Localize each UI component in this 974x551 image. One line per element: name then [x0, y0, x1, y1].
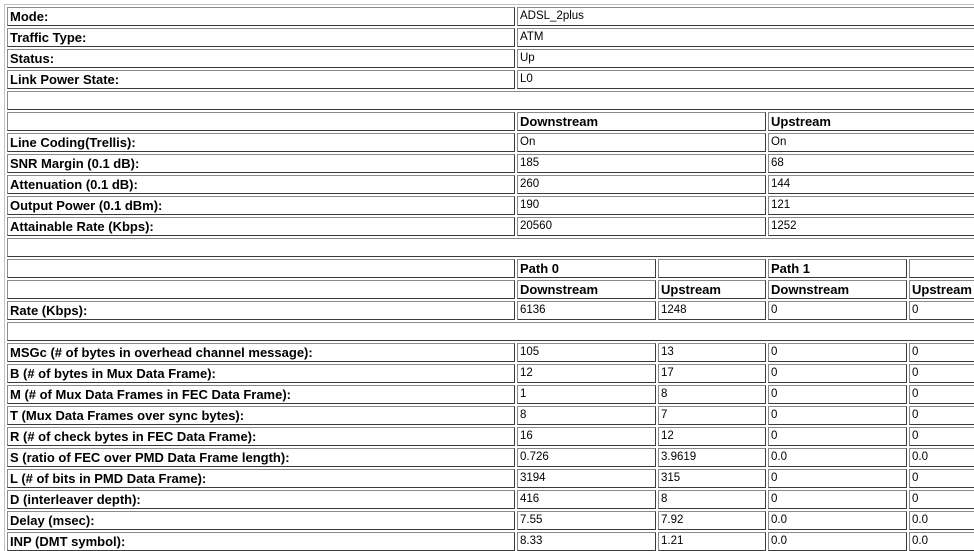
path-stat-value: 0.0: [909, 448, 974, 467]
summary-value: ADSL_2plus: [517, 7, 974, 26]
path-stat-value: 0: [768, 427, 907, 446]
path-stat-row: [7, 448, 974, 467]
path-stat-value: 0: [768, 343, 907, 362]
path-stat-label: S (ratio of FEC over PMD Data Frame length):: [7, 448, 515, 467]
path0-header: Path 0: [517, 259, 656, 278]
path-stat-value: 0: [768, 469, 907, 488]
summary-row: [7, 28, 974, 47]
summary-label: Status:: [7, 49, 515, 68]
spacer-row: [7, 322, 974, 341]
path-subheader: Downstream: [768, 280, 907, 299]
path-subheader: Upstream: [909, 280, 974, 299]
path-stat-value: 0.0: [768, 511, 907, 530]
line-stat-upstream: 144: [768, 175, 974, 194]
line-stat-upstream: 121: [768, 196, 974, 215]
path-stat-label: D (interleaver depth):: [7, 490, 515, 509]
path-stat-value: 1.21: [658, 532, 766, 551]
path-stat-value: 13: [658, 343, 766, 362]
path-stat-value: 7.55: [517, 511, 656, 530]
path-stat-value: 0: [768, 490, 907, 509]
line-stat-downstream: 20560: [517, 217, 766, 236]
line-stats-header-blank: [7, 112, 515, 131]
line-stats-row: [7, 133, 974, 152]
line-stat-downstream: 190: [517, 196, 766, 215]
spacer-cell: [7, 322, 974, 341]
spacer-cell: [7, 238, 974, 257]
summary-row: [7, 70, 974, 89]
line-stats-row: [7, 217, 974, 236]
path-stat-value: 0: [768, 364, 907, 383]
path0-header-blank: [658, 259, 766, 278]
summary-label: Link Power State:: [7, 70, 515, 89]
path-stat-value: 3.9619: [658, 448, 766, 467]
path-stat-label: INP (DMT symbol):: [7, 532, 515, 551]
rate-value: 6136: [517, 301, 656, 320]
line-stats-header-row: [7, 112, 974, 131]
line-stats-row: [7, 196, 974, 215]
path-stat-label: L (# of bits in PMD Data Frame):: [7, 469, 515, 488]
spacer-row: [7, 238, 974, 257]
path-subheader-row: [7, 280, 974, 299]
line-stat-label: Attainable Rate (Kbps):: [7, 217, 515, 236]
line-stat-label: Output Power (0.1 dBm):: [7, 196, 515, 215]
line-stat-downstream: 260: [517, 175, 766, 194]
path-stat-value: 8: [517, 406, 656, 425]
line-stat-label: Attenuation (0.1 dB):: [7, 175, 515, 194]
path-stat-value: 17: [658, 364, 766, 383]
path-stat-row: [7, 490, 974, 509]
path-stat-label: Delay (msec):: [7, 511, 515, 530]
line-stats-row: [7, 175, 974, 194]
path-stat-row: [7, 364, 974, 383]
path1-header: Path 1: [768, 259, 907, 278]
rate-value: 1248: [658, 301, 766, 320]
path-stat-value: 7.92: [658, 511, 766, 530]
path-header-blank: [7, 259, 515, 278]
path-stat-value: 1: [517, 385, 656, 404]
path-stat-row: [7, 427, 974, 446]
rate-label: Rate (Kbps):: [7, 301, 515, 320]
path-stat-value: 8.33: [517, 532, 656, 551]
spacer-cell: [7, 91, 974, 110]
path-stat-value: 0: [909, 364, 974, 383]
path1-header-blank: [909, 259, 974, 278]
path-stat-label: M (# of Mux Data Frames in FEC Data Frame):: [7, 385, 515, 404]
summary-value: Up: [517, 49, 974, 68]
path-stat-row: [7, 532, 974, 551]
path-stat-value: 0: [909, 427, 974, 446]
path-stat-label: B (# of bytes in Mux Data Frame):: [7, 364, 515, 383]
path-stat-value: 0: [909, 406, 974, 425]
path-subheader-blank: [7, 280, 515, 299]
path-stat-value: 0: [909, 385, 974, 404]
path-stat-value: 12: [658, 427, 766, 446]
dsl-statistics-table: [4, 4, 974, 551]
path-stat-row: [7, 385, 974, 404]
summary-label: Mode:: [7, 7, 515, 26]
line-stat-upstream: 68: [768, 154, 974, 173]
path-stat-value: 0.726: [517, 448, 656, 467]
path-stat-value: 0.0: [768, 448, 907, 467]
rate-value: 0: [909, 301, 974, 320]
summary-value: L0: [517, 70, 974, 89]
path-stat-value: 0.0: [909, 532, 974, 551]
line-stat-downstream: On: [517, 133, 766, 152]
line-stats-row: [7, 154, 974, 173]
rate-row: [7, 301, 974, 320]
path-stat-value: 7: [658, 406, 766, 425]
path-stat-value: 12: [517, 364, 656, 383]
summary-label: Traffic Type:: [7, 28, 515, 47]
path-stat-value: 3194: [517, 469, 656, 488]
path-stat-value: 0: [768, 385, 907, 404]
path-subheader: Upstream: [658, 280, 766, 299]
path-stat-row: [7, 343, 974, 362]
path-stat-value: 0: [909, 343, 974, 362]
path-stat-value: 0: [909, 469, 974, 488]
path-stat-label: MSGc (# of bytes in overhead channel message):: [7, 343, 515, 362]
line-stat-label: Line Coding(Trellis):: [7, 133, 515, 152]
summary-row: [7, 7, 974, 26]
path-stat-value: 315: [658, 469, 766, 488]
path-stat-value: 0.0: [909, 511, 974, 530]
path-stat-value: 105: [517, 343, 656, 362]
spacer-row: [7, 91, 974, 110]
line-stat-downstream: 185: [517, 154, 766, 173]
path-stat-value: 16: [517, 427, 656, 446]
line-stat-upstream: 1252: [768, 217, 974, 236]
path-stat-row: [7, 469, 974, 488]
upstream-header: Upstream: [768, 112, 974, 131]
rate-value: 0: [768, 301, 907, 320]
path-stat-value: 0: [768, 406, 907, 425]
path-stat-label: T (Mux Data Frames over sync bytes):: [7, 406, 515, 425]
path-stat-label: R (# of check bytes in FEC Data Frame):: [7, 427, 515, 446]
path-stat-value: 0: [909, 490, 974, 509]
summary-value: ATM: [517, 28, 974, 47]
summary-row: [7, 49, 974, 68]
path-header-row: [7, 259, 974, 278]
downstream-header: Downstream: [517, 112, 766, 131]
line-stat-upstream: On: [768, 133, 974, 152]
path-stat-value: 416: [517, 490, 656, 509]
line-stat-label: SNR Margin (0.1 dB):: [7, 154, 515, 173]
path-stat-row: [7, 406, 974, 425]
path-stat-value: 8: [658, 385, 766, 404]
path-stat-value: 8: [658, 490, 766, 509]
path-stat-value: 0.0: [768, 532, 907, 551]
path-stat-row: [7, 511, 974, 530]
path-subheader: Downstream: [517, 280, 656, 299]
